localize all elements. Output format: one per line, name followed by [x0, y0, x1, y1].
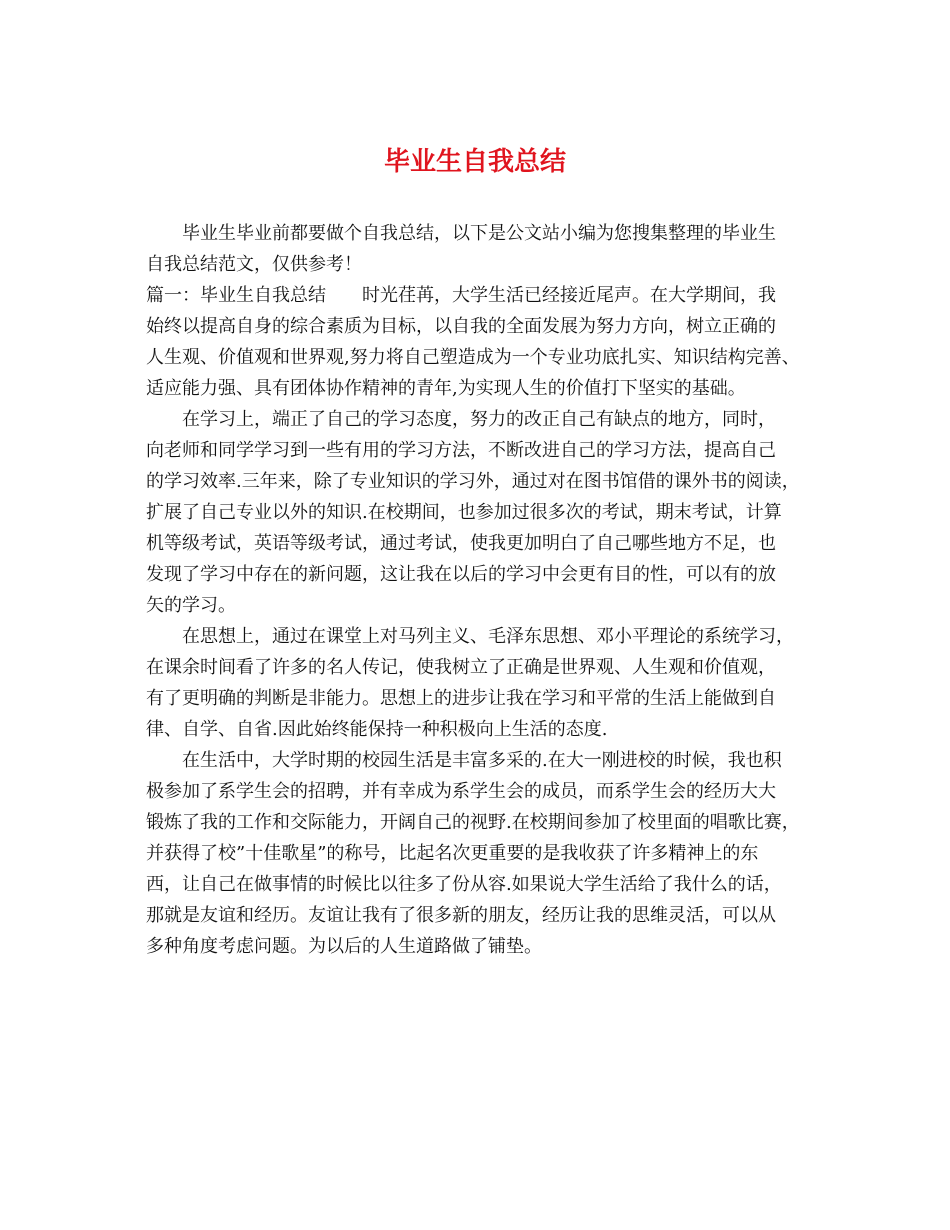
body-line: 律、自学、自省.因此始终能保持一种积极向上生活的态度. — [146, 719, 608, 740]
body-line: 扩展了自己专业以外的知识.在校期间，也参加过很多次的考试，期末考试，计算 — [146, 502, 782, 523]
body-line: 始终以提高自身的综合素质为目标，以自我的全面发展为努力方向，树立正确的 — [146, 316, 776, 337]
body-line: 的学习效率.三年来，除了专业知识的学习外，通过对在图书馆借的课外书的阅读， — [146, 471, 800, 492]
body-line: 人生观、价值观和世界观,努力将自己塑造成为一个专业功底扎实、知识结构完善、 — [146, 347, 800, 368]
body-line: 毕业生毕业前都要做个自我总结，以下是公文站小编为您搜集整理的毕业生 — [182, 223, 776, 244]
body-line: 在思想上，通过在课堂上对马列主义、毛泽东思想、邓小平理论的系统学习， — [182, 626, 794, 647]
body-line: 矢的学习。 — [146, 595, 236, 616]
body-line: 机等级考试，英语等级考试，通过考试，使我更加明白了自己哪些地方不足，也 — [146, 533, 776, 554]
document-title: 毕业生自我总结 — [383, 147, 566, 177]
body-line: 在学习上，端正了自己的学习态度，努力的改正自己有缺点的地方，同时， — [182, 409, 776, 430]
body-line: 多种角度考虑问题。为以后的人生道路做了铺垫。 — [146, 936, 542, 957]
body-line: 在课余时间看了许多的名人传记，使我树立了正确是世界观、人生观和价值观， — [146, 657, 776, 678]
body-line: 并获得了校”十佳歌星”的称号，比起名次更重要的是我收获了许多精神上的东 — [146, 843, 759, 864]
body-line: 发现了学习中存在的新问题，这让我在以后的学习中会更有目的性，可以有的放 — [146, 564, 776, 585]
body-line: 有了更明确的判断是非能力。思想上的进步让我在学习和平常的生活上能做到自 — [146, 688, 776, 709]
body-line: 向老师和同学学习到一些有用的学习方法，不断改进自己的学习方法，提高自己 — [146, 440, 776, 461]
body-line: 西，让自己在做事情的时候比以往多了份从容.如果说大学生活给了我什么的话， — [146, 874, 782, 895]
body-line: 适应能力强、具有团体协作精神的青年,为实现人生的价值打下坚实的基础。 — [146, 378, 746, 399]
document-body — [146, 218, 816, 962]
body-line: 极参加了系学生会的招聘，并有幸成为系学生会的成员，而系学生会的经历大大 — [146, 781, 776, 802]
body-line: 那就是友谊和经历。友谊让我有了很多新的朋友，经历让我的思维灵活，可以从 — [146, 905, 776, 926]
body-line: 篇一：毕业生自我总结 时光荏苒，大学生活已经接近尾声。在大学期间，我 — [146, 285, 776, 306]
body-line: 在生活中，大学时期的校园生活是丰富多采的.在大一刚进校的时候，我也积 — [182, 750, 782, 771]
body-line: 锻炼了我的工作和交际能力，开阔自己的视野.在校期间参加了校里面的唱歌比赛， — [146, 812, 800, 833]
body-line: 自我总结范文，仅供参考！ — [146, 254, 362, 275]
